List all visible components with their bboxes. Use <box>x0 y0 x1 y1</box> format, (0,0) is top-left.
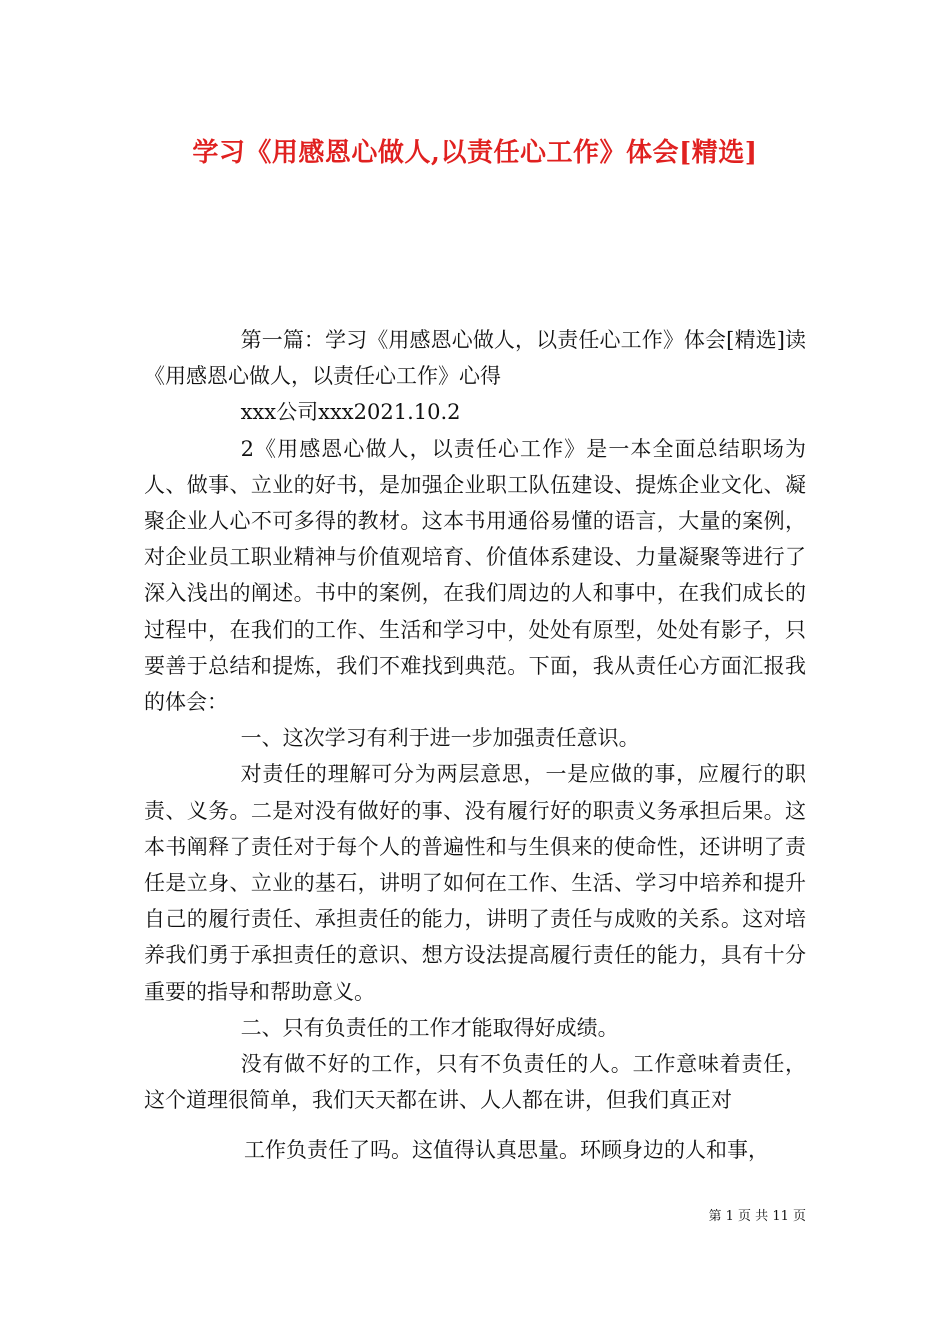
paragraph-continuation: 工作负责任了吗。这值得认真思量。环顾身边的人和事， <box>244 1138 769 1162</box>
section-heading-first: 第一篇：学习《用感恩心做人，以责任心工作》体会[精选]读《用感恩心做人，以责任心工作》心得 <box>144 328 806 389</box>
document-title: 学习《用感恩心做人,以责任心工作》体会[精选] <box>192 138 758 168</box>
paragraph-work: 没有做不好的工作，只有不负责任的人。工作意味着责任，这个道理很简单，我们天天都在讲、人人都在讲，但我们真正对 <box>144 1052 806 1113</box>
document-body <box>144 322 806 1118</box>
author-date-line: xxx公司xxx2021.10.2 <box>240 400 461 425</box>
subheading-one: 一、这次学习有利于进一步加强责任意识。 <box>240 726 640 751</box>
subheading-two: 二、只有负责任的工作才能取得好成绩。 <box>240 1015 619 1040</box>
page-number: 第 1 页 共 11 页 <box>708 1209 806 1224</box>
paragraph-responsibility: 对责任的理解可分为两层意思，一是应做的事，应履行的职责、义务。二是对没有做好的事、没有履行好的职责义务承担后果。这本书阐释了责任对于每个人的普遍性和与生俱来的使命性，还讲明了责任是立身、立业的基石，讲明了如何在工作、生活、学习中培养和提升自己的履行责任、承担责任的能力，讲明了责任与成败的关系。这对培养我们勇于承担责任的意识、想方设法提高履行责任的能力，具有十分重要的指导和帮助意义。 <box>144 762 806 1004</box>
paragraph-intro: 2《用感恩心做人，以责任心工作》是一本全面总结职场为人、做事、立业的好书，是加强企业职工队伍建设、提炼企业文化、凝聚企业人心不可多得的教材。这本书用通俗易懂的语言，大量的案例，对企业员工职业精神与价值观培育、价值体系建设、力量凝聚等进行了深入浅出的阐述。书中的案例，在我们周边的人和事中，在我们成长的过程中，在我们的工作、生活和学习中，处处有原型，处处有影子，只要善于总结和提炼，我们不难找到典范。下面，我从责任心方面汇报我的体会： <box>144 436 806 715</box>
